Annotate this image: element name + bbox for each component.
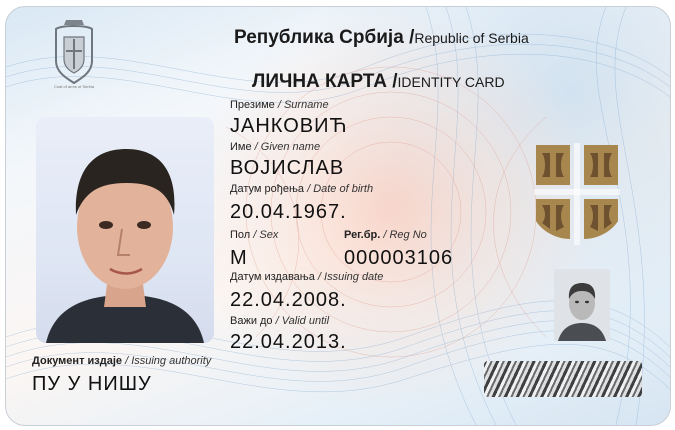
country-name-english: Republic of Serbia xyxy=(414,30,529,46)
birth-date-label-cyrillic: Датум рођења xyxy=(230,183,305,195)
sex-label xyxy=(230,229,278,241)
sex-label-cyrillic: Пол xyxy=(230,229,251,241)
authority-label-cyrillic: Документ издаје xyxy=(32,355,123,367)
coat-of-arms-icon xyxy=(50,17,98,89)
serbian-cross-emblem-icon xyxy=(534,143,620,245)
given-name-value: ВОЈИСЛАВ xyxy=(230,157,345,179)
given-name-label-english: / Given name xyxy=(254,141,321,153)
authority-label-english: / Issuing authority xyxy=(125,355,212,367)
identity-card xyxy=(5,6,671,426)
document-title-english: IDENTITY CARD xyxy=(397,74,505,90)
surname-value: ЈАНКОВИЋ xyxy=(230,115,348,137)
authority-label xyxy=(32,355,211,367)
sex-label-english: / Sex xyxy=(253,229,279,241)
issue-date-label-cyrillic: Датум издавања xyxy=(230,271,315,283)
given-name-label xyxy=(230,141,320,153)
emblem-caption: Coat of arms of Serbia xyxy=(53,84,95,89)
valid-until-label-cyrillic: Важи до xyxy=(230,315,273,327)
sex-value: М xyxy=(230,247,248,269)
birth-date-label xyxy=(230,183,373,195)
person-portrait-icon xyxy=(36,117,214,343)
reg-no-label-english: / Reg No xyxy=(383,229,427,241)
document-title-cyrillic: ЛИЧНА КАРТА xyxy=(252,71,387,92)
reg-no-label xyxy=(344,229,427,241)
document-title xyxy=(252,71,505,93)
ghost-photo xyxy=(554,269,610,341)
birth-date-value: 20.04.1967. xyxy=(230,201,347,223)
holder-photo xyxy=(36,117,214,343)
ghost-portrait-icon xyxy=(554,269,610,341)
reg-no-label-cyrillic: Рег.бр. xyxy=(344,229,381,241)
reg-no-value: 000003106 xyxy=(344,247,454,269)
birth-date-label-english: / Date of birth xyxy=(307,183,374,195)
valid-until-label xyxy=(230,315,329,327)
surname-label-english: / Surname xyxy=(277,99,329,111)
surname-label-cyrillic: Презиме xyxy=(230,99,275,111)
valid-until-label-english: / Valid until xyxy=(275,315,330,327)
country-name-cyrillic: Република Србија xyxy=(234,27,404,48)
valid-until-value: 22.04.2013. xyxy=(230,331,347,353)
country-separator: / xyxy=(409,27,415,48)
surname-label xyxy=(230,99,329,111)
given-name-label-cyrillic: Име xyxy=(230,141,252,153)
authority-value: ПУ У НИШУ xyxy=(32,373,152,395)
issue-date-label xyxy=(230,271,383,283)
issue-date-value: 22.04.2008. xyxy=(230,289,347,311)
redacted-signature xyxy=(484,361,642,397)
issue-date-label-english: / Issuing date xyxy=(317,271,384,283)
document-title-separator: / xyxy=(392,71,398,92)
country-title xyxy=(234,27,529,49)
